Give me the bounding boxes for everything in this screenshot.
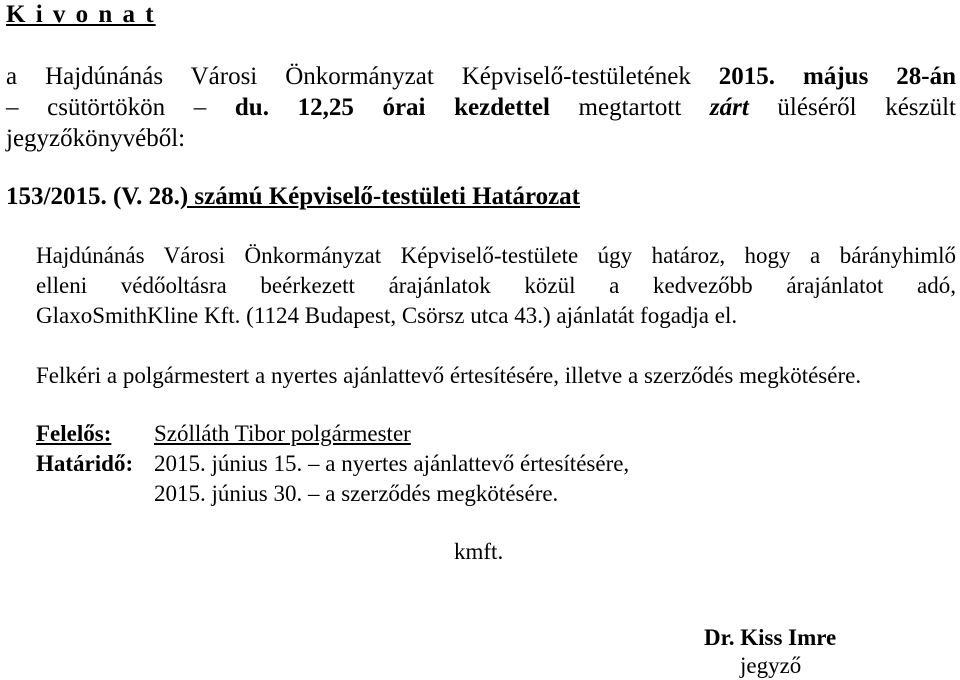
meeting-type: zárt [709, 94, 749, 121]
signature-name: Dr. Kiss Imre [704, 625, 837, 650]
paragraph2: Felkéri a polgármestert a nyertes ajánlattevő értesítésére, illetve a szerződés megkötésére. [36, 363, 862, 388]
signature-role: jegyző [740, 653, 802, 678]
intro-text: a Hajdúnánás Városi Önkormányzat Képviselő-testületének [6, 63, 719, 90]
paragraph1-line-2: elleni védőoltásra beérkezett árajánlatok közül a kedvezőbb árajánlatot adó, [36, 273, 956, 298]
document-title: K i v o n a t [6, 1, 156, 28]
meeting-time: du. 12,25 órai kezdettel [234, 94, 550, 121]
responsible-row [36, 420, 411, 448]
deadline-label: Határidő: [36, 451, 134, 476]
responsible-label: Felelős: [36, 421, 112, 446]
intro-line-1 [6, 62, 956, 92]
responsible-value: Szólláth Tibor polgármester [154, 421, 411, 446]
kmft: kmft. [454, 539, 504, 564]
paragraph1-line-1: Hajdúnánás Városi Önkormányzat Képviselő-testülete úgy határoz, hogy a bárányhimlő [36, 243, 956, 268]
intro-line-2 [6, 93, 956, 123]
intro-weekday: – csütörtökön – [6, 94, 235, 121]
intro-text-made: üléséről készült [748, 94, 957, 121]
resolution-title: ) számú Képviselő-testületi Határozat [179, 183, 581, 210]
meeting-date: 2015. május 28-án [718, 63, 956, 90]
intro-line-3: jegyzőkönyvéből: [6, 125, 186, 152]
intro-text-held: megtartott [549, 94, 710, 121]
deadline-row [36, 450, 629, 478]
deadline-line-2: 2015. június 30. – a szerződés megkötésére. [154, 481, 559, 506]
deadline-line-1: 2015. június 15. – a nyertes ajánlattevő értesítésére, [154, 451, 630, 476]
paragraph1-line-3: GlaxoSmithKline Kft. (1124 Budapest, Csörsz utca 43.) ajánlatát fogadja el. [36, 303, 738, 328]
resolution-number: 153/2015. (V. 28. [6, 183, 180, 210]
resolution-heading [6, 182, 580, 212]
